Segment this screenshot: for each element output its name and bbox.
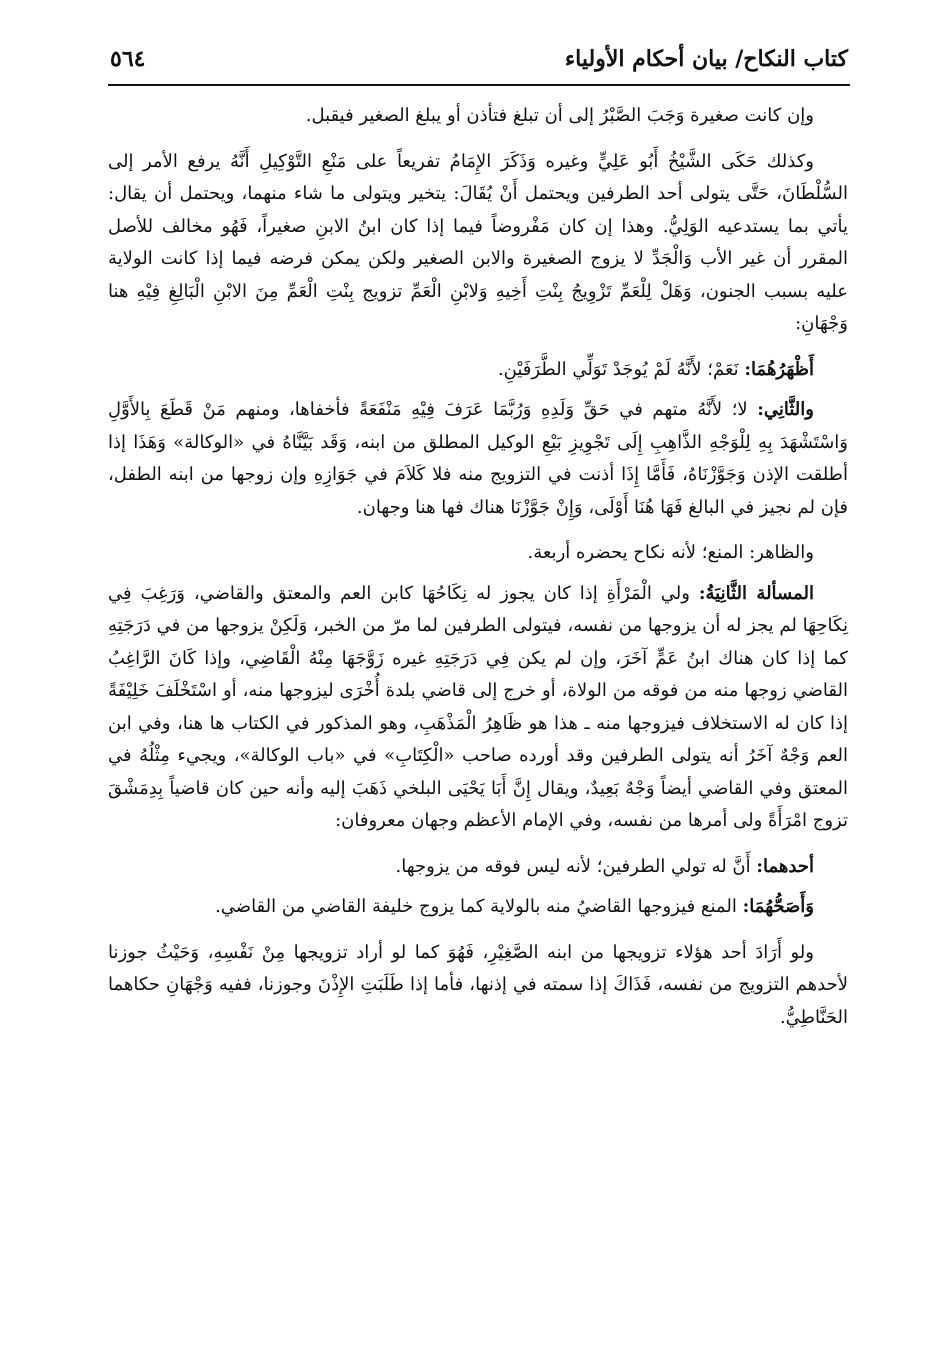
paragraph [108, 394, 848, 524]
paragraph [108, 537, 848, 570]
header-title: كتاب النكاح/ بيان أحكام الأولياء [564, 46, 848, 72]
paragraph-text: أَنَّ له تولي الطرفين؛ لأنه ليس فوقه من يزوجها. [395, 855, 751, 877]
paragraph-text: والظاهر: المنع؛ لأنه نكاح يحضره أربعة. [527, 542, 814, 563]
paragraph [108, 891, 848, 924]
paragraph [108, 146, 848, 341]
paragraph-lead: أحدهما: [756, 855, 814, 877]
paragraph-text: وكذلك حَكَى الشَّيْخُ أَبُو عَلِيٍّ وغيره وَذَكَرَ الإِمَامُ تفريعاً على مَنْعِ التَّوْكِيلِ أَنَّهُ يرفع الأمر إلى السُّلْطَانَ، حَتَّى يتولى أحد الطرفين ويحتمل أَنْ يُقَالَ: يتخير ويتولى ما شاء منهما، ويحتمل أن يقال: يأتي بما يستدعيه الوَلِيُّ. وهذا إن كان مَفْروضاً فيما إذا كان ابنُ الابنِ صغيراً، فَهُو مخالف للأصل المقرر أن غير الأب وَالْجَدِّ لا يزوج الصغيرة والابن الصغير ولكن يمكن فرضه فيما إذا كانت الولاية عليه بسبب الجنون، وَهَلْ لِلْعَمِّ تَزْوِيجُ بِنْتِ أَخِيهِ وَلابْنِ الْعَمِّ تزويج بِنْتِ الْعَمِّ مِنَ الابْنِ الْبَالِغِ فِيْهِ هنا وَجْهَانِ: [108, 150, 848, 334]
running-header [108, 38, 848, 82]
main-text [108, 100, 848, 1047]
paragraph-text: وإن كانت صغيرة وَجَبَ الصَّبْرُ إلى أن تبلغ فتأذن أو يبلغ الصغير فيقبل. [305, 105, 814, 126]
paragraph-text: نَعَمْ؛ لأَنَّهُ لَمْ يُوجَدْ تَوَلِّي الطَّرَفَيْنِ. [497, 358, 739, 380]
paragraph [108, 100, 848, 133]
paragraph-text: المنع فيزوجها القاضيُ منه بالولاية كما يزوج خليفة القاضي من القاضي. [215, 896, 737, 917]
paragraph-lead: أَظْهَرُهُمَا: [744, 358, 814, 380]
paragraph-text: لا؛ لأَنَّهُ متهم في حَقِّ وَلَدِهِ وَرُبَّمَا عَرَفَ فِيْهِ مَنْفَعَةً فأخفاها، ومنهم مَنْ قَطَعَ بِالأَوَّلِ وَاسْتَشْهَدَ بِهِ لِلْوَجْهِ الذَّاهِبِ إِلَى تَجْوِيزِ بَيْعِ الوكيل المطلق من ابنه، وَقَد بَيَّنَّاهُ في «الوكالة» وَهَذَا إذا أطلقت الإذن وَجَوَّزْنَاهُ، فَأَمَّا إِذَا أذنت في التزويج منه فلا كَلاَمَ في جَوَازِهِ وإن زوجها من ابنه الطفل، فإن لم نجيز في البالغ فَهَا هُنَا أَوْلَى، وَإِنْ جَوَّزْنَا هناك فها هنا وجهان. [108, 399, 848, 518]
paragraph [108, 354, 848, 387]
paragraph [108, 578, 848, 838]
header-divider [108, 84, 850, 86]
page-number: ٥٦٤ [110, 46, 146, 72]
paragraph-text: ولي الْمَرْأَةِ إذا كان يجوز له نِكَاحُهَا كابن العم والمعتق والقاضي، وَرَغِبَ فِي نِكَاحِهَا لم يجز له أن يزوجها من نفسه، فيتولى الطرفين لما مرّ من الخبر، وَلَكِنْ يزوجها من في دَرَجَتِهِ كما إذا كان هناك ابنُ عَمٍّ آخَرَ، وإن لم يكن فِي دَرَجَتِهِ غيره زَوَّجَهَا مِنْهُ الْقَاضِي، وإذا كَانَ الرَّاغِبُ القاضي زوجها منه من فوقه من الولاة، أو خرج إلى قاضي بلدة أُخْرَى ليزوجها منه، أو اسْتَخْلَفَ خَلِيْفَةً إذا كان له الاستخلاف فيزوجها منه ـ هذا هو ظَاهِرُ الْمَذْهَبِ، وهو المذكور في الكتاب ها هنا، وفي ابن العم وَجْهٌ آخَرُ أنه يتولى الطرفين وقد أورده صاحب «الْكِتَابِ» في «باب الوكالة»، ويجيء مِثْلُهُ في المعتق وفي القاضي أيضاً وَجْهٌ بَعِيدٌ، ويقال إِنَّ أَبَا يَحْيَى البلخي ذَهَبَ إليه وأنه حين كان قاضياً بِدِمَشْقَ تزوج امْرَأَةً ولى أمرها من نفسه، وفي الإمام الأعظم وجهان معروفان: [108, 582, 848, 831]
paragraph-lead: والثَّانِي: [757, 399, 814, 420]
paragraph-lead: المسألة الثَّانِيَةُ: [698, 582, 814, 604]
paragraph-text: ولو أَرَادَ أحد هؤلاء تزويجها من ابنه الصَّغِيْرِ، فَهُوَ كما لو أراد تزويجها مِنْ نَفْسِهِ، وَحَيْثُ جوزنا لأحدهم التزويج من نفسه، فَذَاكَ إذا سمته في إذنها، فأما إذا طَلَبَتِ الإِذْنَ وجوزنا، ففيه وَجْهَانِ حكاهما الحَنَّاطِيُّ. [108, 941, 848, 1028]
paragraph [108, 851, 848, 884]
paragraph-lead: وَأَصَحُّهُمَا: [742, 896, 814, 917]
paragraph [108, 937, 848, 1035]
